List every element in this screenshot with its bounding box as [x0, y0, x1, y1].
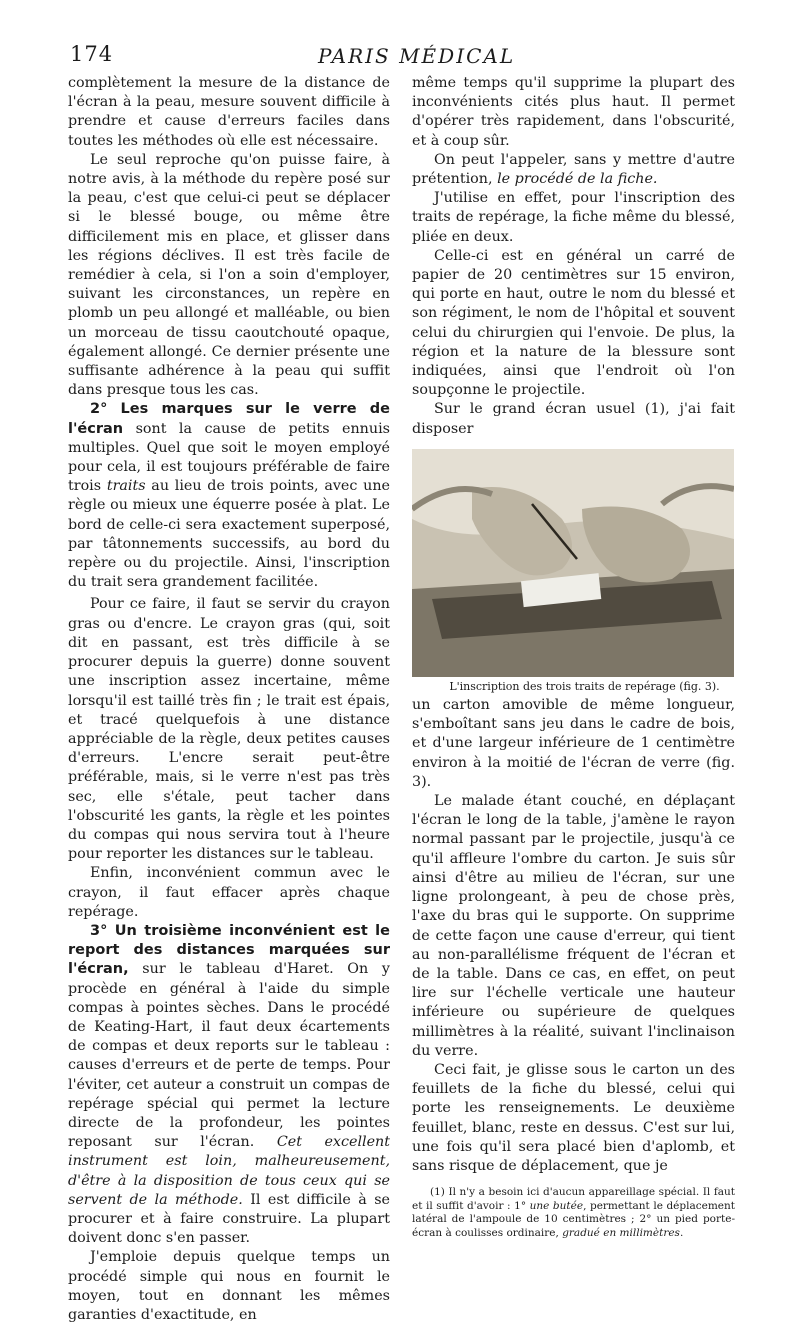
footnote-text — [412, 1186, 735, 1240]
text-run: sont la cause de petits ennuis multiples. Quel que soit le moyen employé pour cela, il est toujours préférable de faire trois — [68, 420, 390, 495]
figure-caption: L'inscription des trois traits de repérage (fig. 3). — [449, 679, 720, 693]
paragraph: Le seul reproche qu'on puisse faire, à notre avis, à la méthode du repère posé sur la peau, c'est que celui-ci peut se déplacer si le blessé bouge, ou même être difficilement mis en place, et glisser dans les régions déclives. Il est très facile de remédier à cela, si l'on a soin d'employer, suivant les circonstances, un repère en plomb un peu allongé et malléable, ou bien un morceau de tissu caoutchouté opaque, également allongé. Ce dernier présente une suffisante adhérence à la peau qui suffit dans presque tous les cas. — [68, 151, 390, 399]
paragraph: Celle-ci est en général un carré de papier de 20 centimètres sur 15 environ, qui porte en haut, outre le nom du blessé et son régiment, le nom de l'hôpital et souvent celui du chirurgien qui l'envoie. De plus, la région et la nature de la blessure sont indiquées, ainsi que l'endroit où l'on soupçonne le projectile. — [412, 247, 735, 399]
italic-text: le procédé de la fiche. — [497, 171, 658, 188]
italic-text: Cet excellent instrument est loin, malheureusement, d'être à la disposition de tous ceux qui se servent de la méthode. — [68, 1134, 390, 1208]
paragraph: J'emploie depuis quelque temps un procédé simple qui nous en fournit le moyen, tout en donnant les mêmes garanties d'exactitude, en — [68, 1249, 390, 1323]
paragraph — [412, 151, 735, 189]
footnote — [412, 1186, 735, 1240]
text-run: Il est difficile à se procurer et à faire construire. La plupart doivent donc s'en passer. — [68, 1191, 391, 1247]
paragraph — [68, 922, 390, 1248]
paragraph — [68, 400, 390, 592]
page-number: 174 — [70, 42, 114, 66]
section-heading: 3° Un troisième inconvénient est le report des distances marquées sur l'écran, — [68, 922, 390, 978]
paragraph: un carton amovible de même longueur, s'emboîtant sans jeu dans le cadre de bois, et d'une largeur inférieure de 1 centimètre environ à la moitié de l'écran de verre (fig. 3). — [412, 697, 735, 790]
italic-text: gradué en millimètres — [562, 1226, 680, 1239]
text-run: (1) Il n'y a besoin ici d'aucun appareillage spécial. Il faut et il suffit d'avoir : 1° — [412, 1186, 735, 1212]
text-run: . — [679, 1226, 684, 1239]
italic-text: une butée — [529, 1199, 584, 1212]
paragraph: Le malade étant couché, en déplaçant l'écran le long de la table, j'amène le rayon normal passant par le projectile, jusqu'à ce qu'il affleure l'ombre du carton. Je suis sûr ainsi d'être au milieu de l'écran, sur une ligne prolongeant, à peu de chose près, l'axe du bras qui le supporte. On supprime de cette façon une cause d'erreur, qui tient au non-parallélisme fréquent de l'écran et de la table. Dans ce cas, en effet, on peut lire sur l'échelle verticale une hauteur inférieure ou supérieure de quelques millimètres à la réalité, suivant l'inclinaison du verre. — [412, 793, 735, 1059]
photo-illustration — [412, 449, 734, 677]
text-run: , permettant le déplacement latéral de l'ampoule de 10 centimètres ; 2° un pied porte-écran à coulisses ordinaire, — [412, 1199, 735, 1239]
paragraph: J'utilise en effet, pour l'inscription des traits de repérage, la fiche même du blessé, pliée en deux. — [412, 190, 735, 245]
text-run: sur le tableau d'Haret. On y procède en général à l'aide du simple compas à pointes sèches. Dans le procédé de Keating-Hart, il faut deux écartements de compas et deux reports sur le tableau : causes d'erreurs et de perte de temps. Pour l'éviter, cet auteur a construit un compas de repérage spécial qui permet la lecture directe de la profondeur, les pointes reposant sur l'écran. — [68, 961, 390, 1151]
paragraph: même temps qu'il supprime la plupart des inconvénients cités plus haut. Il permet d'opérer très rapidement, dans l'obscurité, et à coup sûr. — [412, 75, 735, 149]
paragraph: Enfin, inconvénient commun avec le crayon, il faut effacer après chaque repérage. — [68, 865, 390, 920]
section-heading: 2° Les marques sur le verre de l'écran — [68, 401, 390, 437]
paragraph: Pour ce faire, il faut se servir du crayon gras ou d'encre. Le crayon gras (qui, soit dit en passant, est très difficile à se procurer depuis la guerre) donne souvent une inscription assez incertaine, même lorsqu'il est taillé très fin ; le trait est épais, et tracé quelquefois à une distance appréciable de la règle, deux petites causes d'erreurs. L'encre serait peut-être préférable, mais, si le verre n'est pas très sec, elle s'étale, peut tacher dans l'obscurité les gants, la règle et les pointes du compas qui nous servira tout à l'heure pour reporter les distances sur le tableau. — [68, 596, 390, 863]
paragraph: Sur le grand écran usuel (1), j'ai fait disposer — [412, 401, 735, 437]
running-title: PARIS MÉDICAL — [318, 44, 516, 68]
paragraph: complètement la mesure de la distance de l'écran à la peau, mesure souvent difficile à prendre et cause d'erreurs faciles dans toutes les méthodes où elle est nécessaire. — [68, 75, 390, 149]
left-column — [68, 74, 390, 1325]
text-run: au lieu de trois points, avec une règle ou mieux une équerre posée à plat. Le bord de celle-ci sera exactement superposé, par tâtonnements successifs, au bord du repère ou du projectile. Ainsi, l'inscription du trait sera grandement facilitée. — [68, 478, 390, 591]
right-column — [412, 74, 735, 1240]
text-run: On peut l'appeler, sans y mettre d'autre prétention, — [412, 151, 735, 188]
figure-photo — [412, 449, 734, 677]
italic-text: traits — [106, 478, 146, 495]
paragraph: Ceci fait, je glisse sous le carton un des feuillets de la fiche du blessé, celui qui porte les renseignements. Le deuxième feuillet, blanc, reste en dessus. C'est sur lui, une fois qu'il sera placé bien d'aplomb, et sans risque de déplacement, que je — [412, 1061, 735, 1174]
